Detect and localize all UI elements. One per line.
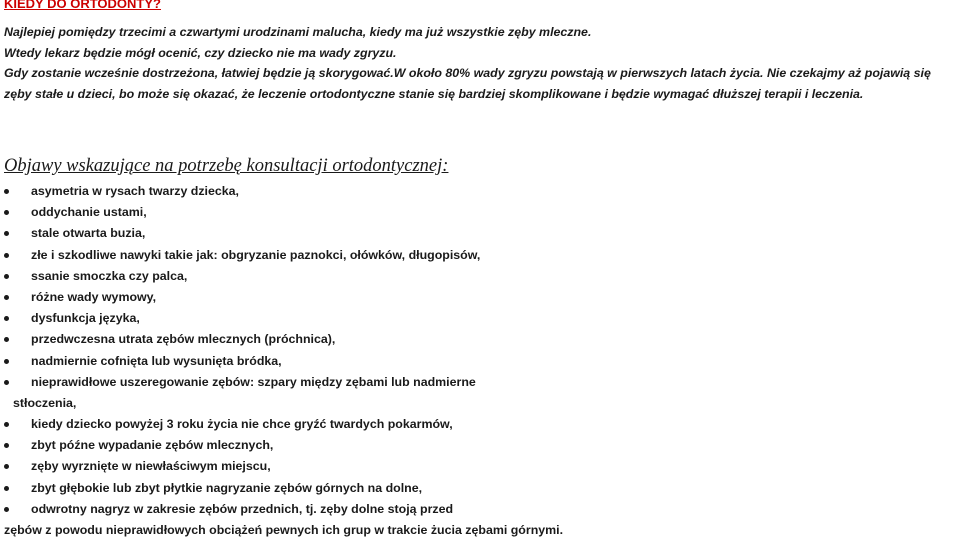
bullet-icon: [4, 316, 9, 321]
list-item-text: zbyt późne wypadanie zębów mlecznych,: [31, 438, 274, 453]
list-item-text: przedwczesna utrata zębów mlecznych (próchnica),: [31, 332, 336, 347]
intro-line: Wtedy lekarz będzie mógł ocenić, czy dziecko nie ma wady zgryzu.: [4, 45, 397, 60]
list-item-text: stale otwarta buzia,: [31, 226, 146, 241]
bullet-icon: [4, 337, 9, 342]
page-title: KIEDY DO ORTODONTY?: [4, 0, 161, 11]
list-item: [0, 245, 959, 266]
list-item-text: różne wady wymowy,: [31, 289, 157, 304]
bullet-icon: [4, 443, 9, 448]
list-item-text: odwrotny nagryz w zakresie zębów przednich, tj. zęby dolne stoją przed: [31, 501, 454, 516]
symptoms-list: [0, 181, 959, 540]
list-item: [0, 223, 959, 244]
list-item-text: zbyt głębokie lub zbyt płytkie nagryzanie zębów górnych na dolne,: [31, 480, 423, 495]
list-item-text: kiedy dziecko powyżej 3 roku życia nie chce gryźć twardych pokarmów,: [31, 417, 453, 432]
list-item-text: zębów z powodu nieprawidłowych obciążeń pewnych ich grup w trakcie żucia zębami górnymi.: [4, 523, 564, 537]
list-item-text: stłoczenia,: [13, 395, 77, 410]
list-item-text: asymetria w rysach twarzy dziecka,: [31, 184, 240, 198]
list-item-text: zęby wyrznięte w niewłaściwym miejscu,: [31, 459, 271, 474]
list-item: [0, 351, 959, 372]
list-item-text: złe i szkodliwe nawyki takie jak: obgryzanie paznokci, ołówków, długopisów,: [31, 247, 481, 262]
list-item: [0, 181, 959, 202]
list-item-text: ssanie smoczka czy palca,: [31, 268, 188, 283]
list-item-text: nieprawidłowe uszeregowanie zębów: szpary między zębami lub nadmierne: [31, 374, 476, 389]
list-item-text: oddychanie ustami,: [31, 205, 147, 220]
list-item: [0, 329, 959, 350]
list-item-continuation: [0, 393, 959, 414]
list-item: [0, 435, 959, 456]
bullet-icon: [4, 359, 9, 364]
intro-line: Najlepiej pomiędzy trzecimi a czwartymi urodzinami malucha, kiedy ma już wszystkie zęby mleczne.: [4, 25, 592, 39]
bullet-icon: [4, 380, 9, 385]
intro-paragraph: Gdy zostanie wcześnie dostrzeżona, łatwiej będzie ją skorygować.W około 80% wady zgryzu powstają w pierwszych latach życia. Nie czekajmy aż pojawią się zęby stałe u dzieci, bo może się okazać, że leczenie ortodontyczne stanie się bardziej skomplikowane i będzie wymagać dłuższej terapii i leczenia.: [4, 66, 931, 101]
list-item: [0, 478, 959, 499]
bullet-icon: [4, 464, 9, 469]
bullet-icon: [4, 486, 9, 491]
list-item: [0, 266, 959, 287]
list-item: [0, 499, 959, 520]
bullet-icon: [4, 253, 9, 258]
intro-paragraphs: [4, 22, 956, 104]
bullet-icon: [4, 295, 9, 300]
list-item: [0, 372, 959, 393]
list-item-continuation: [0, 520, 959, 540]
list-item-text: nadmiernie cofnięta lub wysunięta bródka,: [31, 353, 282, 368]
list-item: [0, 202, 959, 223]
bullet-icon: [4, 422, 9, 427]
bullet-icon: [4, 210, 9, 215]
bullet-icon: [4, 274, 9, 279]
list-item: [0, 414, 959, 435]
bullet-icon: [4, 189, 9, 194]
list-item: [0, 287, 959, 308]
list-item: [0, 308, 959, 329]
bullet-icon: [4, 231, 9, 236]
bullet-icon: [4, 507, 9, 512]
list-item: [0, 456, 959, 477]
section-heading: Objawy wskazujące na potrzebę konsultacji ortodontycznej:: [4, 156, 449, 176]
list-item-text: dysfunkcja języka,: [31, 311, 140, 326]
